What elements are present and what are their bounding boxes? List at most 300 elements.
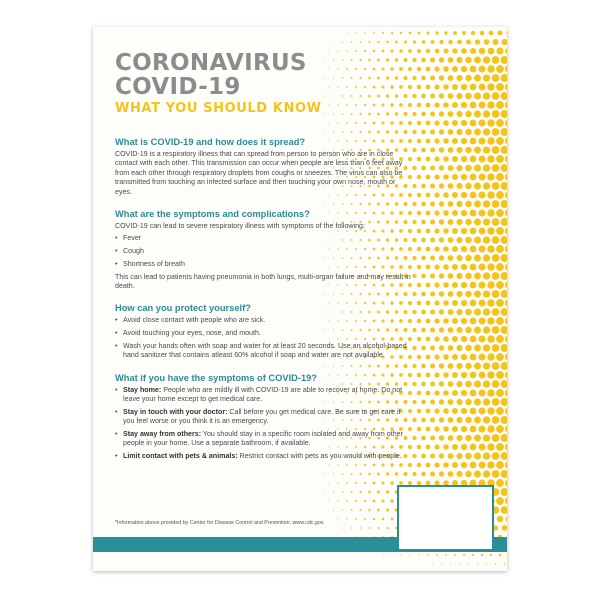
halftone-dot [368,77,371,80]
halftone-dot [421,130,426,135]
halftone-dot [470,138,477,145]
halftone-dot [452,408,458,414]
halftone-dot [346,500,348,502]
halftone-dot [496,119,504,127]
halftone-dot [368,59,371,62]
halftone-dot [448,363,454,369]
halftone-dot [364,500,366,502]
halftone-dot [496,47,503,54]
halftone-dot [377,95,380,98]
halftone-dot [492,326,500,334]
halftone-dot [462,31,466,35]
halftone-dot [346,86,348,88]
halftone-dot [474,93,481,100]
halftone-dot [395,41,398,44]
halftone-dot [492,308,500,316]
item-label: Limit contact with pets & animals: [123,451,238,460]
halftone-dot [412,382,416,386]
halftone-dot [492,344,500,352]
halftone-dot [355,104,357,106]
halftone-dot [443,408,449,414]
halftone-dot [465,345,472,352]
halftone-dot [505,209,507,217]
halftone-dot [456,165,462,171]
halftone-dot [439,255,444,260]
halftone-dot [421,76,426,81]
item-label: Stay in touch with your doctor: [123,407,228,416]
halftone-dot [474,219,481,226]
halftone-dot [448,93,454,99]
halftone-dot [496,389,504,397]
halftone-dot [426,229,431,234]
halftone-dot [430,273,435,278]
halftone-dot [500,380,507,388]
halftone-dot [478,83,485,90]
halftone-dot [500,182,507,190]
halftone-dot [426,265,431,270]
halftone-dot [417,211,421,215]
halftone-dot [500,434,507,442]
halftone-dot [474,201,481,208]
halftone-dot [426,139,431,144]
halftone-dot [496,317,504,325]
halftone-dot [443,318,449,324]
halftone-dot [421,184,426,189]
halftone-dot [439,363,444,368]
halftone-dot [500,110,507,118]
halftone-dot [408,85,412,89]
halftone-dot [504,563,506,565]
halftone-dot [505,425,507,433]
halftone-dot [505,263,507,271]
halftone-dot [506,516,507,523]
halftone-dot [434,390,439,395]
halftone-dot [386,58,389,61]
halftone-dot [483,452,490,459]
halftone-dot [390,85,393,88]
list-item: • Fever [115,234,413,243]
halftone-dot [461,354,467,360]
halftone-dot [483,344,490,351]
halftone-dot [471,31,475,35]
halftone-dot [474,75,481,82]
halftone-dot [430,201,435,206]
halftone-dot [470,264,477,271]
halftone-dot [478,227,485,234]
halftone-dot [492,128,500,136]
halftone-dot [412,130,416,134]
halftone-dot [483,182,490,189]
halftone-dot [430,309,435,314]
halftone-dot [412,202,416,206]
halftone-dot [426,103,431,108]
halftone-dot [452,264,458,270]
halftone-dot [364,482,366,484]
halftone-dot [470,66,477,73]
halftone-dot [497,516,504,523]
halftone-dot [443,210,449,216]
halftone-dot [412,148,416,152]
halftone-dot [461,264,467,270]
halftone-dot [373,32,375,34]
halftone-dot [483,146,490,153]
title-line-what-you-should-know: WHAT YOU SHOULD KNOW [115,101,322,116]
halftone-dot [505,245,507,253]
halftone-dot [483,470,490,477]
halftone-dot [408,121,412,125]
halftone-dot [412,184,416,188]
halftone-dot [430,129,435,134]
halftone-dot [399,121,403,125]
halftone-dot [382,50,385,53]
halftone-dot [373,122,376,125]
halftone-dot [443,156,449,162]
halftone-dot [452,282,458,288]
halftone-dot [408,49,412,53]
halftone-dot [500,290,507,298]
halftone-dot [412,112,416,116]
halftone-dot [480,31,485,36]
halftone-dot [434,156,439,161]
halftone-dot [412,328,416,332]
halftone-dot [500,254,507,262]
halftone-dot [452,66,458,72]
halftone-dot [417,103,421,107]
halftone-dot [333,59,334,60]
halftone-dot [333,131,334,132]
halftone-dot [324,132,325,133]
halftone-dot [337,50,338,51]
halftone-dot [474,255,481,262]
halftone-dot [412,220,416,224]
halftone-dot [492,254,500,262]
halftone-dot [412,418,416,422]
halftone-dot [470,210,477,217]
halftone-dot [426,31,429,34]
halftone-dot [505,443,507,451]
halftone-dot [391,554,392,555]
halftone-dot [465,327,472,334]
halftone-dot [443,444,449,450]
halftone-dot [487,389,495,397]
halftone-dot [408,67,412,71]
halftone-dot [351,77,353,79]
halftone-dot [412,58,416,62]
halftone-dot [400,32,402,34]
halftone-dot [452,228,458,234]
halftone-dot [496,245,504,253]
halftone-dot [461,246,467,252]
halftone-dot [453,31,457,35]
halftone-dot [465,453,472,460]
halftone-dot [487,461,495,469]
halftone-dot [486,563,487,564]
halftone-dot [426,319,431,324]
halftone-dot [505,461,507,469]
halftone-dot [487,83,495,91]
halftone-dot [421,436,426,441]
halftone-dot [421,202,426,207]
halftone-dot [417,355,421,359]
halftone-dot [487,173,495,181]
halftone-dot [448,183,454,189]
halftone-dot [500,344,507,352]
halftone-dot [461,318,467,324]
halftone-dot [505,83,507,91]
halftone-dot [439,417,444,422]
halftone-dot [497,30,502,35]
halftone-dot [426,247,431,252]
halftone-dot [500,272,507,280]
halftone-dot [430,363,435,368]
halftone-dot [381,481,384,484]
halftone-dot [368,491,371,494]
halftone-dot [478,191,485,198]
halftone-dot [426,157,431,162]
halftone-dot [461,372,467,378]
halftone-dot [500,470,507,478]
halftone-dot [496,443,504,451]
halftone-dot [417,247,421,251]
halftone-dot [373,86,376,89]
halftone-dot [369,41,371,43]
halftone-dot [364,104,366,106]
halftone-dot [470,282,477,289]
halftone-dot [483,416,490,423]
halftone-dot [439,309,444,314]
halftone-dot [421,292,426,297]
halftone-dot [417,409,421,413]
halftone-dot [399,67,403,71]
halftone-dot [430,345,435,350]
halftone-dot [434,84,439,89]
halftone-dot [404,130,408,134]
halftone-dot [487,191,495,199]
halftone-dot [448,417,454,423]
halftone-dot [426,391,431,396]
halftone-dot [324,474,325,475]
halftone-dot [430,219,435,224]
list-item [115,386,413,405]
halftone-dot [461,336,467,342]
halftone-dot [418,554,419,555]
halftone-dot [377,491,380,494]
halftone-dot [489,31,494,36]
halftone-dot [342,491,344,493]
halftone-dot [448,345,454,351]
halftone-dot [495,563,496,564]
halftone-dot [328,500,329,501]
halftone-dot [421,382,426,387]
halftone-dot [337,104,338,105]
halftone-dot [500,236,507,244]
halftone-dot [487,119,495,127]
halftone-dot [496,299,504,307]
halftone-dot [443,354,449,360]
halftone-dot [452,444,458,450]
section-protect [115,302,413,360]
halftone-dot [390,103,393,106]
item-text: Restrict contact with pets as you would with people. [237,451,402,460]
list-item [115,452,413,461]
halftone-dot [487,65,495,73]
halftone-dot [404,112,408,116]
halftone-dot [492,362,500,370]
halftone-dot [492,416,500,424]
halftone-dot [452,354,458,360]
halftone-dot [359,113,361,115]
halftone-dot [412,400,416,404]
halftone-dot [478,263,485,270]
section-heading: What are the symptoms and complications? [115,209,310,220]
halftone-dot [426,301,431,306]
title-line-coronavirus: CORONAVIRUS [115,50,307,76]
halftone-dot [496,65,504,73]
halftone-dot [386,112,389,115]
halftone-dot [499,554,501,556]
halftone-dot [417,463,421,467]
logo-placeholder-box [397,485,494,551]
halftone-dot [386,472,389,475]
halftone-dot [478,389,485,396]
halftone-dot [417,445,421,449]
halftone-dot [456,57,462,63]
halftone-dot [430,417,435,422]
halftone-dot [443,372,449,378]
halftone-dot [483,236,490,243]
halftone-dot [470,408,477,415]
halftone-dot [430,111,435,116]
halftone-dot [501,506,507,514]
halftone-dot [481,554,483,556]
halftone-dot [505,119,507,127]
halftone-dot [500,218,507,226]
halftone-dot [417,139,421,143]
halftone-dot [483,308,490,315]
halftone-dot [421,256,426,261]
halftone-dot [448,273,454,279]
halftone-dot [368,131,371,134]
halftone-dot [355,68,357,70]
halftone-dot [439,183,444,188]
halftone-dot [496,335,504,343]
halftone-dot [439,129,444,134]
halftone-dot [452,462,458,468]
halftone-dot [461,66,467,72]
halftone-dot [470,246,477,253]
halftone-dot [421,274,426,279]
halftone-dot [430,165,435,170]
halftone-dot [404,76,408,80]
halftone-dot [386,94,389,97]
halftone-dot [496,461,504,469]
halftone-dot [456,93,462,99]
halftone-dot [505,299,507,307]
halftone-dot [382,518,385,521]
halftone-dot [412,472,416,476]
halftone-dot [430,453,435,458]
halftone-dot [465,363,472,370]
halftone-dot [483,254,490,261]
halftone-dot [434,264,439,269]
halftone-dot [483,380,490,387]
halftone-dot [470,336,477,343]
halftone-dot [505,335,507,343]
halftone-dot [488,48,495,55]
halftone-dot [434,336,439,341]
halftone-dot [461,390,467,396]
halftone-dot [439,345,444,350]
halftone-dot [404,58,408,62]
item-label: Stay away from others: [123,429,202,438]
halftone-dot [496,281,504,289]
halftone-dot [465,255,472,262]
halftone-dot [456,417,462,423]
halftone-dot [439,327,444,332]
halftone-dot [439,57,444,62]
halftone-dot [432,564,433,565]
halftone-dot [492,146,500,154]
halftone-dot [439,399,444,404]
halftone-dot [483,56,490,63]
halftone-dot [413,40,416,43]
halftone-dot [478,317,485,324]
halftone-dot [478,155,485,162]
halftone-dot [430,381,435,386]
halftone-dot [434,228,439,233]
halftone-dot [421,238,426,243]
halftone-dot [333,42,334,43]
halftone-dot [377,131,380,134]
halftone-dot [448,237,454,243]
halftone-dot [483,200,490,207]
halftone-dot [483,74,490,81]
halftone-dot [505,47,507,55]
halftone-dot [505,101,507,109]
halftone-dot [492,290,500,298]
halftone-dot [386,76,389,79]
halftone-dot [417,265,421,269]
halftone-dot [500,308,507,316]
halftone-dot [474,399,481,406]
halftone-dot [465,165,472,172]
halftone-dot [461,228,467,234]
halftone-dot [328,68,329,69]
halftone-dot [492,92,500,100]
halftone-dot [505,371,507,379]
halftone-dot [487,299,495,307]
halftone-dot [470,426,477,433]
halftone-dot [456,219,462,225]
halftone-dot [399,103,403,107]
halftone-dot [461,192,467,198]
halftone-dot [346,50,348,52]
halftone-dot [492,380,500,388]
list-item: • Shortness of breath [115,260,413,269]
list-item: • Cough [115,247,413,256]
halftone-dot [487,317,495,325]
halftone-dot [483,92,490,99]
halftone-dot [421,346,426,351]
halftone-dot [500,92,507,100]
halftone-dot [391,518,394,521]
halftone-dot [443,102,449,108]
halftone-dot [409,32,412,35]
halftone-dot [412,238,416,242]
halftone-dot [456,291,462,297]
halftone-dot [474,381,481,388]
halftone-dot [421,328,426,333]
